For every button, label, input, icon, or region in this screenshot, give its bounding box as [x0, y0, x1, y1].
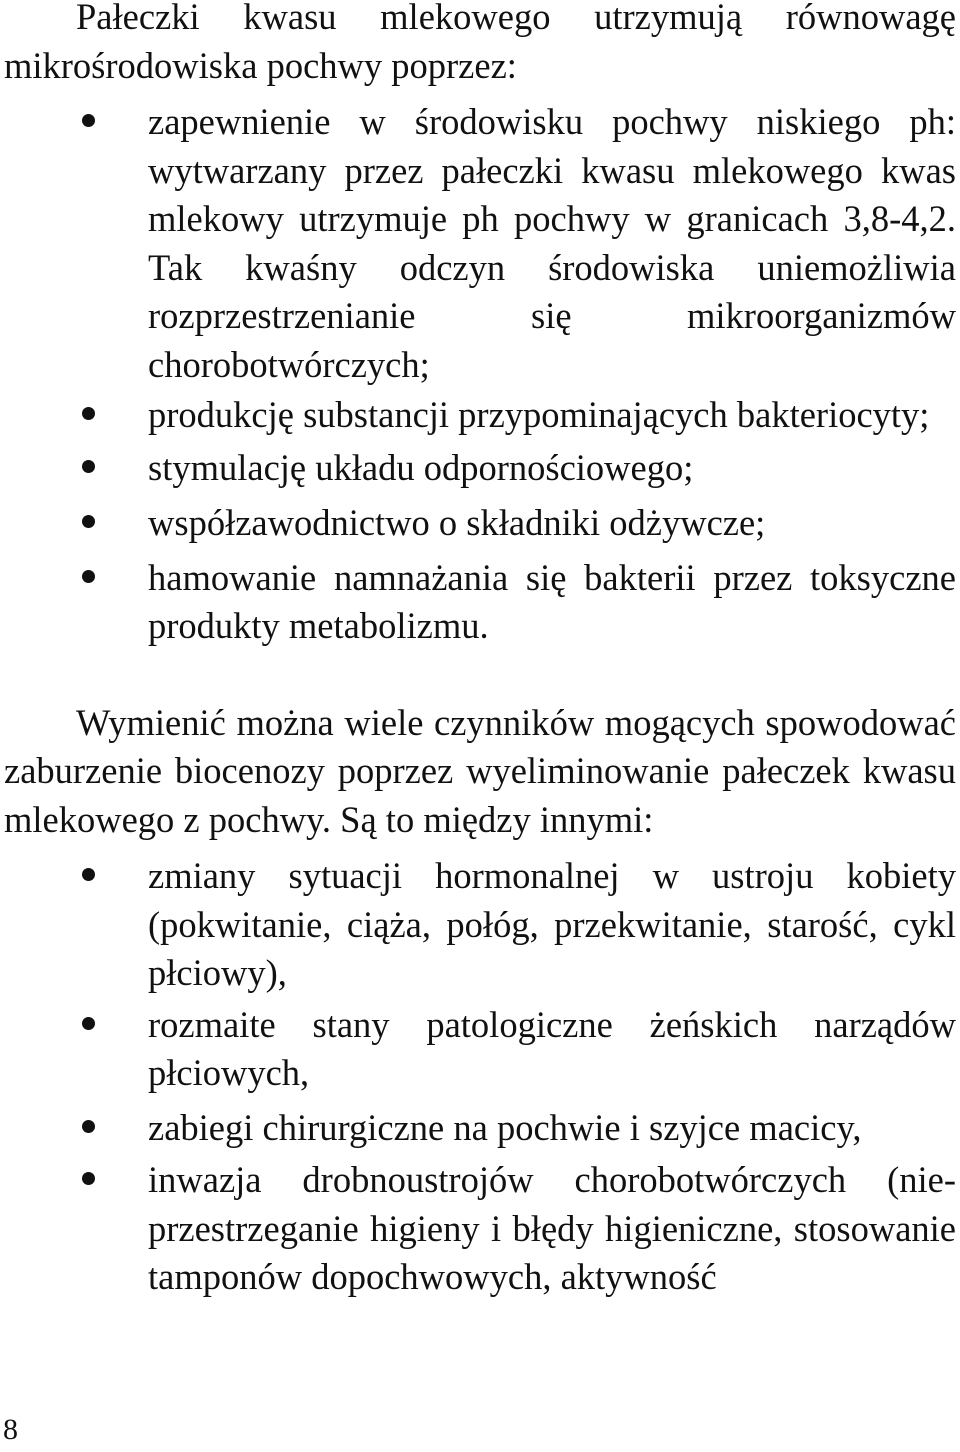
- list-item: [4, 444, 956, 493]
- bullet-icon: [82, 1172, 95, 1185]
- list-item: [4, 852, 956, 998]
- bullet-icon: [82, 515, 95, 528]
- list-item-text: rozmaite stany patologiczne żeńskich narządów płciowych,: [148, 1003, 956, 1093]
- list-item: [4, 1156, 956, 1302]
- list-item-text: zmiany sytuacji hormonalnej w ustroju kobiety (pokwitanie, ciąża, połóg, przekwitanie, starość, cykl płciowy),: [148, 855, 956, 993]
- list-item-text: inwazja drobnoustrojów chorobotwórczych (nieprzestrzeganie higieny i błędy higieniczne, stosowanie tamponów dopochwowych, aktywność: [148, 1159, 956, 1297]
- list-item-text: zabiegi chirurgiczne na pochwie i szyjce macicy,: [148, 1106, 862, 1148]
- list-item: [4, 1104, 956, 1153]
- list-item-text: zapewnienie w środowisku pochwy niskiego ph: wytwarzany przez pałeczki kwasu mlekowego kwas mlekowy utrzymuje ph pochwy w granicach 3,8-4,2. Tak kwaśny odczyn środowiska uniemożliwia rozprzestrzenianie się mikroorganizmów chorobotwórczych;: [148, 101, 956, 385]
- list-item: [4, 499, 956, 548]
- bullet-icon: [82, 460, 95, 473]
- list-item-text: stymulację układu odpornościowego;: [148, 446, 694, 488]
- bullet-icon: [82, 407, 95, 420]
- lactobacilli-functions-list: [4, 98, 956, 651]
- document-page: [4, 0, 956, 1308]
- disruption-factors-list: [4, 852, 956, 1302]
- list-item-text: hamowanie namnażania się bakterii przez toksyczne produkty metabolizmu.: [148, 556, 956, 646]
- bullet-icon: [82, 1017, 95, 1030]
- bullet-icon: [82, 570, 95, 583]
- bullet-icon: [82, 868, 95, 881]
- list-item: [4, 554, 956, 651]
- list-item: [4, 98, 956, 389]
- list-item: [4, 391, 956, 440]
- bullet-icon: [82, 1120, 95, 1133]
- bullet-icon: [82, 114, 95, 127]
- factors-paragraph: Wymienić można wiele czynników mogących spowodować zaburzenie biocenozy poprzez wyeliminowanie pałeczek kwasu mlekowego z pochwy. Są to między innymi:: [4, 701, 956, 840]
- list-item-text: współzawodnictwo o składniki odżywcze;: [148, 502, 766, 543]
- list-item-text: produkcję substancji przypominających bakteriocyty;: [148, 394, 930, 435]
- intro-paragraph: Pałeczki kwasu mlekowego utrzymują równowagę mikrośrodowiska pochwy poprzez:: [4, 0, 956, 86]
- page-number: 8: [3, 1413, 18, 1446]
- list-item: [4, 1001, 956, 1098]
